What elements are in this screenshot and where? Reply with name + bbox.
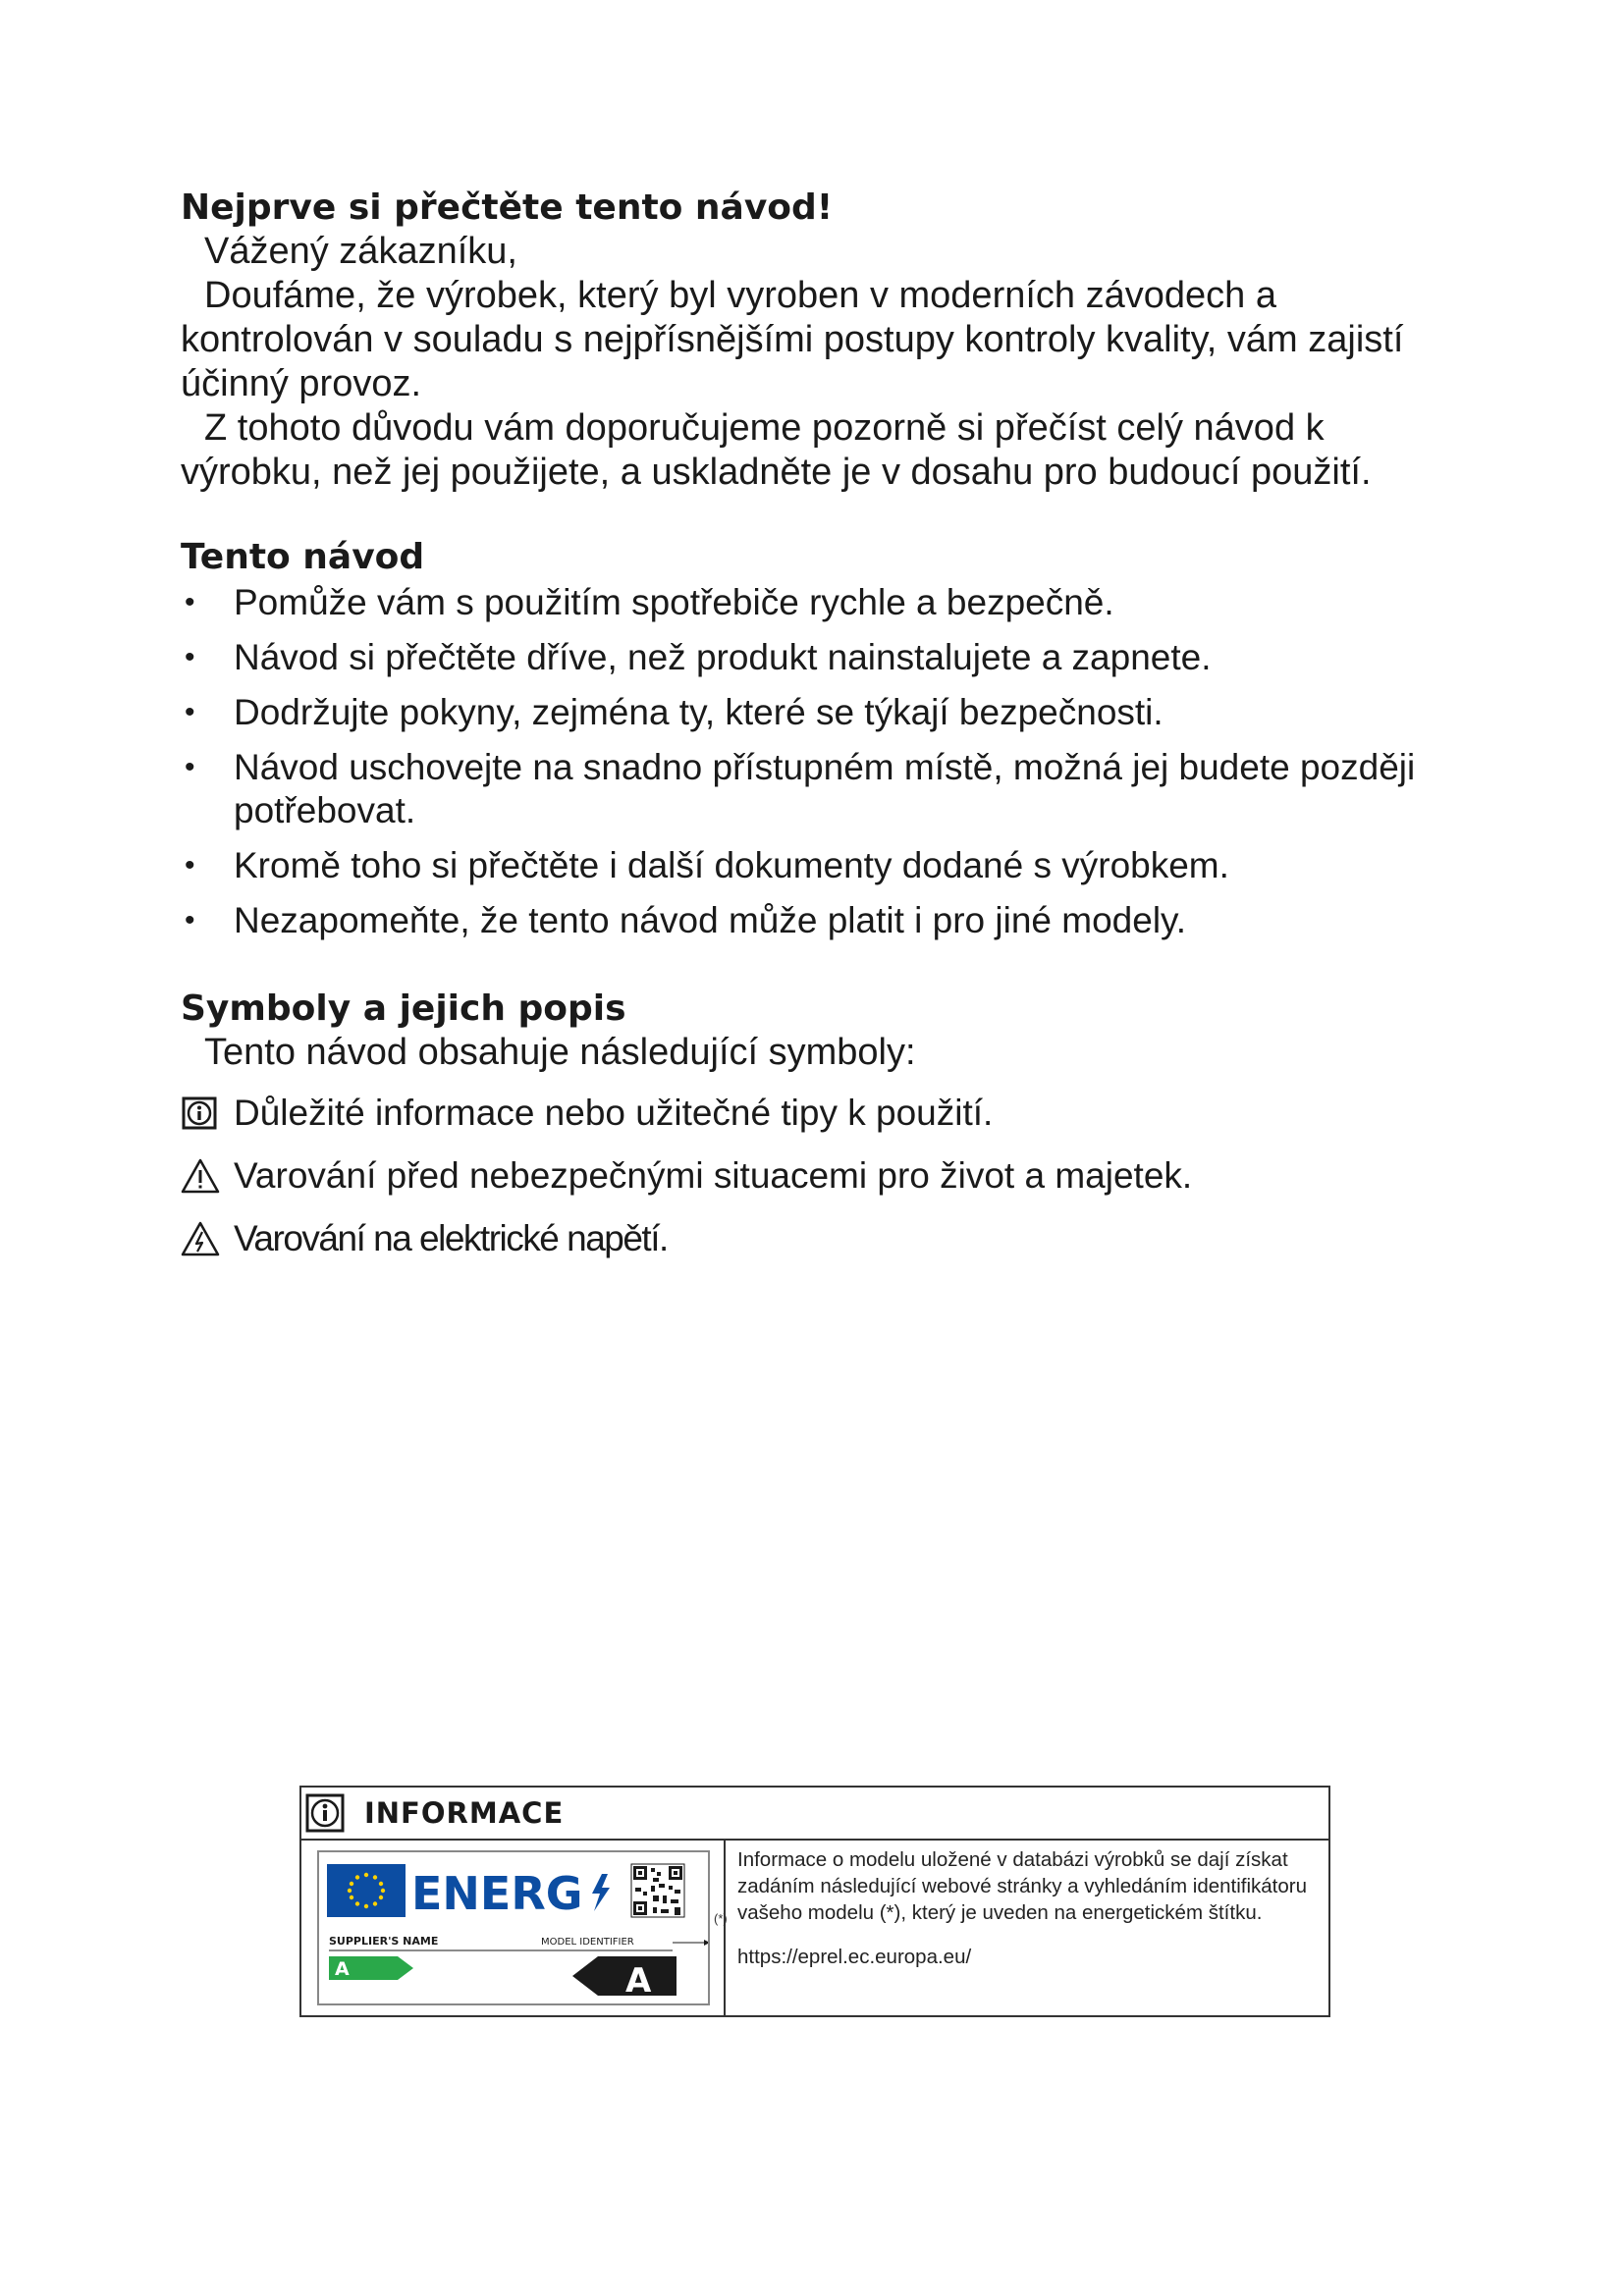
energy-label [317, 1850, 710, 2005]
symbol-row-warning [181, 1151, 1457, 1201]
eprel-link[interactable]: https://eprel.ec.europa.eu/ [737, 1946, 972, 1968]
information-box-title: INFORMACE [364, 1796, 565, 1830]
manual-section [181, 536, 1457, 942]
symbol-description: Varování před nebezpečnými situacemi pro život a majetek. [234, 1155, 1193, 1196]
document-page [181, 187, 1457, 1263]
symbols-intro: Tento návod obsahuje následující symboly: [204, 1032, 916, 1073]
model-note-marker: (*) [714, 1911, 728, 1926]
lightning-icon [592, 1874, 610, 1911]
information-box-body [301, 1841, 1328, 2015]
bullet-icon: • [185, 904, 195, 936]
energy-label-panel [301, 1841, 726, 2015]
energy-class-right: A [625, 1961, 652, 2001]
symbol-description: Důležité informace nebo užitečné tipy k použití. [234, 1093, 994, 1133]
eu-flag-icon [327, 1864, 406, 1917]
information-box-header [301, 1788, 1328, 1841]
qr-code-icon [631, 1864, 684, 1917]
symbol-row-info [181, 1089, 1457, 1138]
greeting: Vážený zákazníku, [204, 231, 517, 272]
bullet-icon: • [185, 751, 195, 783]
list-item: • Nezapomeňte, že tento návod může platit i pro jiné modely. [185, 900, 1187, 940]
information-description: Informace o modelu uložené v databázi výrobků se dají získat zadáním následující webové stránky a vyhledáním identifikátoru vašeho modelu (*), který je uveden na energetickém štítku. [737, 1848, 1308, 1924]
bullet-icon: • [185, 696, 195, 728]
intro-paragraph-2: Z tohoto důvodu vám doporučujeme pozorně si přečíst celý návod k výrobku, než jej použijete, a uskladněte je v dosahu pro budoucí použití. [181, 407, 1372, 493]
manual-heading: Tento návod [181, 537, 425, 577]
bullet-icon: • [185, 849, 195, 881]
list-item: • Kromě toho si přečtěte i další dokumenty dodané s výrobkem. [185, 845, 1229, 885]
warning-icon [181, 1156, 220, 1196]
supplier-name: SUPPLIER'S NAME [329, 1935, 439, 1948]
information-box [299, 1786, 1330, 2017]
energy-brand: ENERG [411, 1867, 583, 1920]
model-identifier: MODEL IDENTIFIER [541, 1937, 634, 1948]
info-icon [181, 1094, 220, 1133]
intro-heading: Nejprve si přečtěte tento návod! [181, 187, 834, 228]
symbols-section [181, 988, 1457, 1263]
info-icon [305, 1793, 345, 1833]
list-item: • Návod uschovejte na snadno přístupném místě, možná jej budete později potřebovat. [185, 747, 1416, 830]
electric-warning-icon [181, 1219, 220, 1258]
manual-list [181, 581, 1457, 942]
energy-class-indicator [572, 1956, 677, 1996]
list-item: • Pomůže vám s použitím spotřebiče rychle a bezpečně. [185, 582, 1114, 622]
symbol-description: Varování na elektrické napětí. [234, 1218, 668, 1258]
list-item: • Dodržujte pokyny, zejména ty, které se týkají bezpečnosti. [185, 692, 1164, 732]
energy-label-graphic [319, 1852, 708, 2003]
bullet-icon: • [185, 586, 195, 618]
energy-class-left: A [335, 1958, 350, 1980]
list-item: • Návod si přečtěte dříve, než produkt nainstalujete a zapnete. [185, 637, 1212, 677]
symbols-heading: Symboly a jejich popis [181, 988, 626, 1029]
bullet-icon: • [185, 641, 195, 673]
symbol-row-electric [181, 1214, 1457, 1263]
information-text [737, 1846, 1317, 1970]
intro-paragraph-1: Doufáme, že výrobek, který byl vyroben v moderních závodech a kontrolován v souladu s nejpřísnějšími postupy kontroly kvality, vám zajistí účinný provoz. [181, 275, 1404, 404]
